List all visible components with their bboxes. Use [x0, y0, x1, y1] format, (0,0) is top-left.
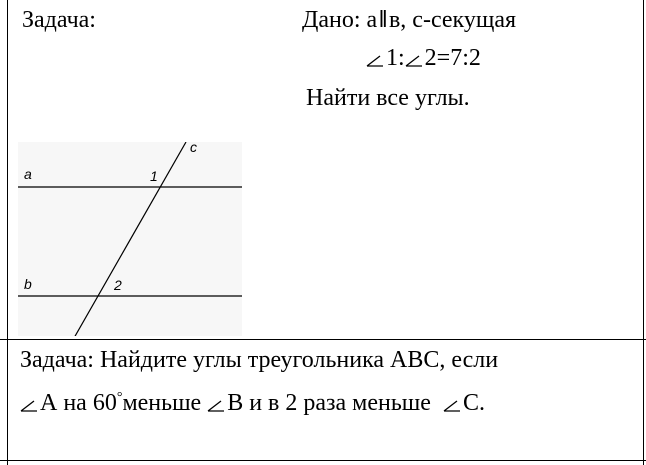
given-prefix: Дано: а — [302, 7, 378, 33]
angle-c-text: С. — [462, 390, 485, 416]
task2-line2 — [20, 384, 485, 417]
less-text: меньше — [122, 390, 202, 416]
right-border — [643, 0, 644, 465]
angle-icon — [207, 398, 226, 412]
angle-a-text: А на 60 — [40, 390, 117, 416]
angle-icon — [405, 53, 424, 67]
task1-heading: Задача: — [22, 7, 96, 33]
secant-c — [74, 142, 186, 336]
label-2: 2 — [114, 277, 122, 293]
left-border — [7, 0, 8, 465]
ratio-part-a: 1: — [386, 45, 405, 71]
task2-line1: Задача: Найдите углы треугольника АВС, если — [20, 347, 499, 373]
given-suffix: в, с-секущая — [388, 7, 517, 33]
find-text: Найти все углы. — [306, 85, 470, 111]
angle-icon — [443, 398, 462, 412]
label-c: c — [190, 142, 197, 155]
given-line — [302, 6, 516, 34]
label-1: 1 — [150, 168, 158, 184]
degree-symbol: ° — [116, 390, 123, 405]
parallel-symbol: ‖ — [379, 7, 387, 33]
bottom-border — [0, 460, 646, 461]
row-divider — [0, 339, 646, 340]
parallel-lines-diagram — [18, 142, 242, 336]
angle-icon — [366, 53, 385, 67]
label-b: b — [24, 276, 32, 292]
angle-b-text: В и в 2 раза меньше — [227, 390, 431, 416]
diagram-svg — [18, 142, 242, 336]
ratio-line — [366, 44, 481, 72]
ratio-part-b: 2=7:2 — [424, 45, 481, 71]
angle-icon — [20, 398, 39, 412]
label-a: a — [24, 166, 32, 182]
